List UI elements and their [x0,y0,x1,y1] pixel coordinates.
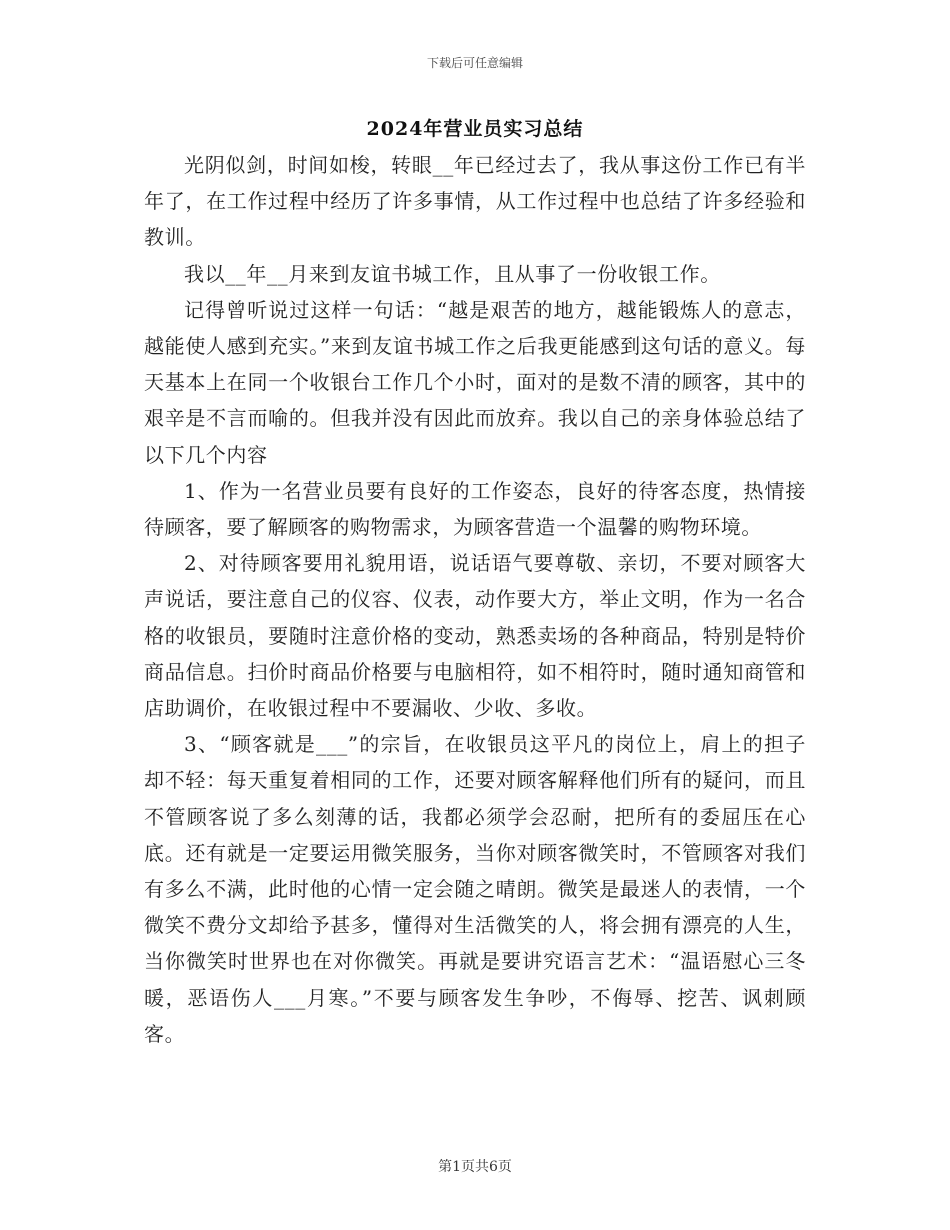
document-body [144,147,806,1052]
paragraph-quote: 记得曾听说过这样一句话：“越是艰苦的地方，越能锻炼人的意志，越能使人感到充实。”来到友谊书城工作之后我更能感到这句话的意义。每天基本上在同一个收银台工作几个小时，面对的是数不清的顾客，其中的艰辛是不言而喻的。但我并没有因此而放弃。我以自己的亲身体验总结了以下几个内容 [144,297,806,467]
paragraph-point-2: 2、对待顾客要用礼貌用语，说话语气要尊敬、亲切，不要对顾客大声说话，要注意自己的仪容、仪表，动作要大方，举止文明，作为一名合格的收银员，要随时注意价格的变动，熟悉卖场的各种商品，特别是特价商品信息。扫价时商品价格要与电脑相符，如不相符时，随时通知商管和店助调价，在收银过程中不要漏收、少收、多收。 [144,551,806,721]
page-indicator: 第1页共6页 [438,1159,512,1175]
document-title: 2024年营业员实习总结 [366,118,584,140]
paragraph-point-3: 3、“顾客就是___”的宗旨，在收银员这平凡的岗位上，肩上的担子却不轻：每天重复着相同的工作，还要对顾客解释他们所有的疑问，而且不管顾客说了多么刻薄的话，我都必须学会忍耐，把所有的委屈压在心底。还有就是一定要运用微笑服务，当你对顾客微笑时，不管顾客对我们有多么不满，此时他的心情一定会随之晴朗。微笑是最迷人的表情，一个微笑不费分文却给予甚多，懂得对生活微笑的人，将会拥有漂亮的人生，当你微笑时世界也在对你微笑。再就是要讲究语言艺术：“温语慰心三冬暖，恶语伤人___月寒。”不要与顾客发生争吵，不侮辱、挖苦、讽刺顾客。 [144,732,806,1046]
paragraph-start-date: 我以__年__月来到友谊书城工作，且从事了一份收银工作。 [184,261,721,286]
paragraph-point-1: 1、作为一名营业员要有良好的工作姿态，良好的待客态度，热情接待顾客，要了解顾客的购物需求，为顾客营造一个温馨的购物环境。 [144,478,806,540]
paragraph-intro: 光阴似剑，时间如梭，转眼__年已经过去了，我从事这份工作已有半年了，在工作过程中经历了许多事情，从工作过程中也总结了许多经验和教训。 [144,153,806,250]
header-note: 下载后可任意编辑 [426,56,523,70]
